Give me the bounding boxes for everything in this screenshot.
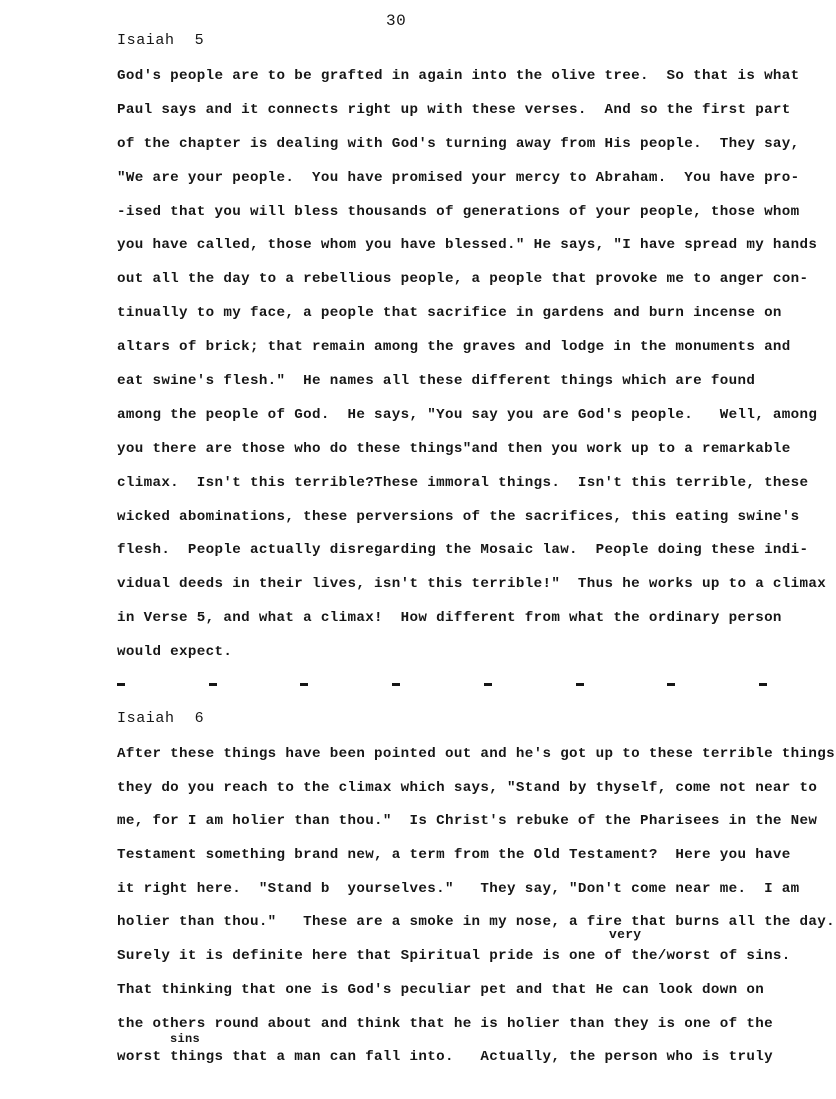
text-line: you have called, those whom you have blessed." He says, "I have spread my hands [117, 237, 818, 254]
text-line: would expect. [117, 644, 233, 661]
divider-dash [484, 683, 492, 686]
text-line: they do you reach to the climax which says, "Stand by thyself, come not near to [117, 779, 818, 796]
divider-dash [300, 683, 308, 686]
text-line: "We are your people. You have promised your mercy to Abraham. You have pro- [117, 169, 800, 186]
text-line: That thinking that one is God's peculiar pet and that He can look down on [117, 981, 765, 998]
section-heading-isaiah-6 [117, 710, 204, 727]
interlinear-insertion-very: very [609, 927, 642, 942]
text-line: vidual deeds in their lives, isn't this terrible!" Thus he works up to a climax [117, 576, 827, 593]
divider-dash [667, 683, 675, 686]
text-line: the others round about and think that he is holier than they is one of the [117, 1015, 773, 1032]
text-line: After these things have been pointed out and he's got up to these terrible things [117, 746, 835, 762]
heading-book: Isaiah [117, 710, 175, 727]
divider-dash [576, 683, 584, 686]
text-line: holier than thou." These are a smoke in my nose, a fire that burns all the day. [117, 914, 835, 931]
interlinear-insertion-sins: sins [170, 1032, 201, 1046]
heading-verse: 5 [194, 32, 205, 49]
text-line: of the chapter is dealing with God's turning away from His people. They say, [117, 135, 800, 152]
section-body-isaiah-5 [117, 66, 827, 676]
divider-dash [392, 683, 400, 686]
heading-book: Isaiah [117, 32, 175, 49]
text-line: among the people of God. He says, "You say you are God's people. Well, among [117, 406, 818, 423]
text-line: out all the day to a rebellious people, a people that provoke me to anger con- [117, 271, 809, 288]
text-line: tinually to my face, a people that sacrifice in gardens and burn incense on [117, 305, 782, 322]
text-line: you there are those who do these things"and then you work up to a remarkable [117, 440, 791, 457]
section-heading-isaiah-5 [117, 32, 204, 49]
text-line: God's people are to be grafted in again into the olive tree. So that is what [117, 68, 800, 84]
heading-verse: 6 [194, 710, 205, 727]
text-line: in Verse 5, and what a climax! How different from what the ordinary person [117, 610, 782, 627]
text-line: Testament something brand new, a term from the Old Testament? Here you have [117, 847, 791, 864]
text-line: wicked abominations, these perversions of the sacrifices, this eating swine's [117, 508, 800, 525]
text-line: eat swine's flesh." He names all these different things which are found [117, 373, 756, 390]
text-line: Paul says and it connects right up with these verses. And so the first part [117, 101, 791, 118]
text-line: flesh. People actually disregarding the Mosaic law. People doing these indi- [117, 542, 809, 559]
text-line: worst things that a man can fall into. Actually, the person who is truly [117, 1049, 773, 1066]
text-line: -ised that you will bless thousands of generations of your people, those whom [117, 203, 800, 220]
section-body-isaiah-6 [117, 744, 835, 1081]
page-number: 30 [386, 12, 407, 30]
text-line: it right here. "Stand b yourselves." They say, "Don't come near me. I am [117, 880, 800, 897]
text-line: altars of brick; that remain among the graves and lodge in the monuments and [117, 339, 791, 356]
divider-dash [117, 683, 125, 686]
text-line: Surely it is definite here that Spiritual pride is one of the/worst of sins. [117, 948, 791, 965]
divider-dash [209, 683, 217, 686]
section-divider [117, 683, 767, 686]
text-line: climax. Isn't this terrible?These immoral things. Isn't this terrible, these [117, 474, 809, 491]
divider-dash [759, 683, 767, 686]
text-line: me, for I am holier than thou." Is Christ's rebuke of the Pharisees in the New [117, 813, 818, 830]
